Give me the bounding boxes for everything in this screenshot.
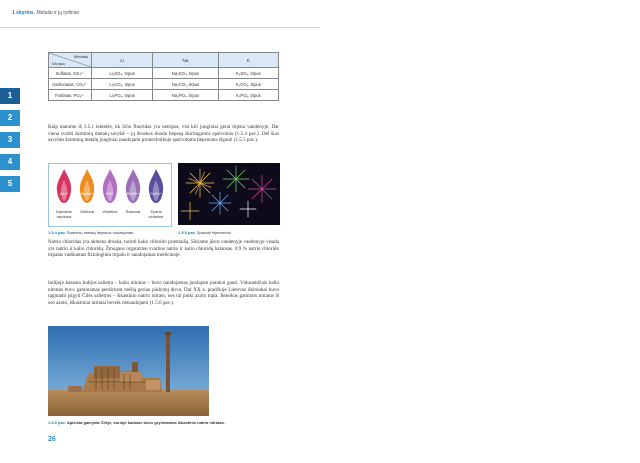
flame-color-label: Rausvai (125, 209, 141, 214)
tab-5[interactable]: 5 (0, 176, 20, 192)
tab-4[interactable]: 4 (0, 154, 20, 170)
flame-cs-icon (147, 168, 165, 204)
figure-caption-1 (48, 230, 133, 235)
flame-color-label: Geltona (79, 209, 94, 214)
figure-caption-2 (178, 230, 231, 235)
flame-na-icon (78, 168, 96, 204)
corner-top-label: Metalas (73, 54, 88, 59)
fireworks-photo (178, 163, 280, 225)
figure-title: Spalvoti fejerverkai (196, 230, 231, 235)
flame-color-label: Karminio raudona (56, 209, 72, 219)
figure-number: 1.5.4 pav. (48, 230, 66, 235)
table-cell: Na₂SO₄, tirpus (153, 68, 218, 79)
tab-1[interactable]: 1 (0, 88, 20, 104)
fireworks-illustration (178, 163, 280, 225)
ion-label: K/K⁺ (106, 192, 114, 196)
column-header: Na (153, 53, 218, 68)
table-cell: Na₂CO₃, tirpus (153, 79, 218, 90)
figure-title: Apleista gamykla Čilėje, kurioje kadaise buvo gryninamas iškastinis natrio nitratas. (66, 420, 225, 425)
ion-label: Rb/Rb⁺ (126, 192, 140, 196)
flame-k-icon (101, 168, 119, 204)
table-row (49, 68, 279, 79)
table-header-row (49, 53, 279, 68)
chapter-subtitle: Metalai ir jų lydiniai (36, 10, 79, 16)
figure-number: 1.5.5 pav. (178, 230, 196, 235)
corner-bottom-label: Druska (52, 61, 65, 66)
flame-color-label: Violetinė (102, 209, 118, 214)
header-divider (0, 27, 320, 28)
table-cell: K₂CO₃, tirpus (218, 79, 278, 90)
figure-caption-3 (48, 420, 225, 425)
table-row (49, 90, 279, 101)
column-header: K (218, 53, 278, 68)
row-label: Sulfatas, SO₄²⁻ (49, 68, 92, 79)
tab-3[interactable]: 3 (0, 132, 20, 148)
column-header: Li (92, 53, 153, 68)
table-cell: K₃PO₄, tirpus (218, 90, 278, 101)
flame-li-icon (55, 168, 73, 204)
factory-illustration (48, 326, 209, 416)
running-header (12, 10, 79, 16)
factory-photo (48, 326, 209, 416)
ion-label: Na/Na⁺ (80, 192, 94, 196)
figure-number: 1.5.6 pav. (48, 420, 66, 425)
paragraph-saltpeter: Indijoje kasama Indijos salietra – kalio nitratas – buvo naudojamas juodajam parakui gauti. Viduramžiais kalio nitratas buvo gaminamas perdirbant mėšlą geriau pūdymų dirva. Dar XX a. pradžioje Lietuvos ūkininkai buvo raginami įsigyti Čilės salietros – šikastinio natrio nitrato, nes tai puiki azoto trąša. Ilenokus gamintis nitratus iš oro azoto, iškastiniai nitratai beveik nenaudojami (1.5.6 pav.). (48, 280, 279, 306)
flame-color-label: Žydrai violetinė (148, 209, 164, 219)
figure-title: Šarminių metalų liepsnos nudažymas (66, 230, 134, 235)
table-cell: K₂SO₄, tirpus (218, 68, 278, 79)
paragraph-sodium-chloride: Natrio chloridas yra akmens druska, turinti kalio chlorido priemaišų. Sūriame jūros vandenyje vandenyje visada yra natrio ir kalio chloridų. Žmogaus organizme svarbus natrio ir kalio chloridų balansas. 0,9 % natrio chlorido tirpalas vadinamas fiziologiniu tirpalu ir naudojamas medicinoje. (48, 239, 279, 259)
chapter-label: 1 skyrius. (12, 10, 36, 16)
solubility-table (48, 52, 279, 101)
table-cell: Li₃PO₄, tirpus (92, 90, 153, 101)
page-header (0, 0, 320, 26)
paragraph-flame-colors: Kaip matome iš 1.5.1 lentelės, tik ličio fluoridas yra netirpus, visi kiti junginiai gerai tirpsta vandenyje. Dar viena svarbi šarminių metalų savybė – jų druskos duoda liepsną skirtingomis spalvomis (1.5.4 pav.). Dėl šios savybės šarminių metalų junginiai naudojami pirotechnikoje spalvotoms liepsnoms išgauti (1.5.5 pav.). (48, 124, 279, 144)
chapter-tabs (0, 88, 20, 198)
table-cell: Li₂CO₃, tirpus (92, 79, 153, 90)
table-row (49, 79, 279, 90)
flame-test-figure (48, 163, 172, 227)
tab-2[interactable]: 2 (0, 110, 20, 126)
page-number: 26 (48, 436, 56, 443)
ion-label: Li/Li⁺ (59, 192, 69, 196)
flame-rb-icon (124, 168, 142, 204)
row-label: Karbonatas, CO₃²⁻ (49, 79, 92, 90)
ion-label: Cs/Cs⁺ (150, 192, 162, 196)
table-cell: Na₃PO₄, tirpus (153, 90, 218, 101)
table-cell: Li₂SO₄, tirpus (92, 68, 153, 79)
table-corner-cell (49, 53, 92, 68)
row-label: Fosfatas, PO₄³⁻ (49, 90, 92, 101)
